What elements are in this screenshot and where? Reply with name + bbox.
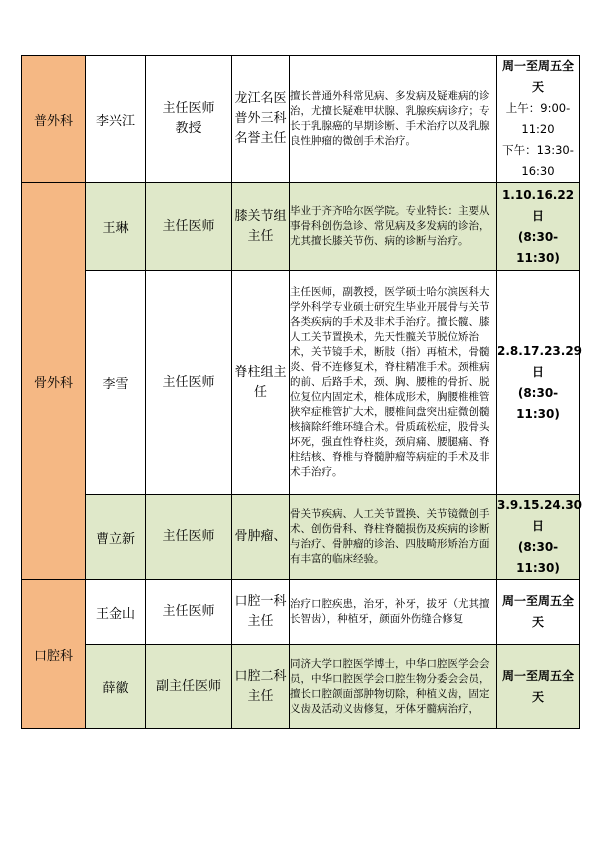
doctor-position: 口腔一科 主任 [232,580,290,645]
doctor-specialty: 擅长普通外科常见病、多发病及疑难病的诊治，尤擅长疑难甲状腺、乳腺疾病诊疗；专长于乳腺癌的早期诊断、手术治疗以及乳腺良性肿瘤的微创手术治疗。 [290,56,497,183]
doctor-position: 骨肿瘤、 [232,495,290,580]
doctor-title: 主任医师 [146,271,232,495]
doctor-position: 膝关节组 主任 [232,183,290,271]
table-row [22,271,580,495]
doctor-position: 脊柱组主 任 [232,271,290,495]
doctor-name: 薛徽 [86,645,146,729]
department-cell-orthopedics: 骨外科 [22,183,86,580]
doctor-name: 李雪 [86,271,146,495]
clinic-schedule: 周一至周五全天 上午：9:00-11:20 下午：13:30-16:30 [497,56,580,183]
doctor-specialty: 主任医师，副教授，医学硕士哈尔滨医科大学外科学专业硕士研究生毕业开展骨与关节各类疾病的手术及非术手治疗。擅长髋、膝人工关节置换术，先天性髋关节脱位矫治术，关节镜手术，断肢（指）再植术，骨髓炎、骨不连修复术，脊柱精准手术。颈椎病的前、后路手术，颈、胸、腰椎的骨折、脱位复位内固定术，椎体成形术，胸腰椎椎管狭窄症椎管扩大术，腰椎间盘突出症微创髓核摘除纤维环缝合术。骨质疏松症，股骨头坏死，强直性脊柱炎，颈肩痛、腰腿痛、脊柱结核、脊椎与脊髓肿瘤等病症的手术及非术手治疗。 [290,271,497,495]
clinic-schedule: 1.10.16.22 日 (8:30-11:30) [497,183,580,271]
table-row [22,645,580,729]
department-cell-general-surgery: 普外科 [22,56,86,183]
doctor-position: 口腔二科 主任 [232,645,290,729]
doctor-name: 曹立新 [86,495,146,580]
doctor-title: 主任医师 [146,495,232,580]
table-row [22,580,580,645]
doctor-specialty: 毕业于齐齐哈尔医学院。专业特长：主要从事骨科创伤急诊、常见病及多发病的诊治，尤其擅长膝关节伤、病的诊断与治疗。 [290,183,497,271]
doctor-title: 主任医师 [146,580,232,645]
doctor-specialty: 同济大学口腔医学博士，中华口腔医学会会员，中华口腔医学会口腔生物分委会会员，擅长口腔颌面部肿物切除，种植义齿，固定义齿及活动义齿修复，牙体牙髓病治疗， [290,645,497,729]
doctor-name: 王金山 [86,580,146,645]
department-cell-stomatology: 口腔科 [22,580,86,729]
doctor-title: 主任医师 [146,183,232,271]
table-row [22,183,580,271]
clinic-schedule: 2.8.17.23.29 日 (8:30-11:30) [497,271,580,495]
doctor-title: 副主任医师 [146,645,232,729]
clinic-schedule: 周一至周五全天 [497,580,580,645]
doctor-specialty: 治疗口腔疾患，治牙，补牙，拔牙（尤其擅长智齿），种植牙，颜面外伤缝合修复 [290,580,497,645]
table-row [22,56,580,183]
doctor-position: 龙江名医 普外三科 名誉主任 [232,56,290,183]
doctor-name: 李兴江 [86,56,146,183]
table-row [22,495,580,580]
clinic-schedule: 3.9.15.24.30 日 (8:30-11:30) [497,495,580,580]
doctor-schedule-table [21,55,583,729]
doctor-title: 主任医师 教授 [146,56,232,183]
doctor-specialty: 骨关节疾病、人工关节置换、关节镜微创手术、创伤骨科、脊柱脊髓损伤及疾病的诊断与治疗、骨肿瘤的诊治、四肢畸形矫治方面有丰富的临床经验。 [290,495,497,580]
clinic-schedule: 周一至周五全天 [497,645,580,729]
doctor-name: 王琳 [86,183,146,271]
